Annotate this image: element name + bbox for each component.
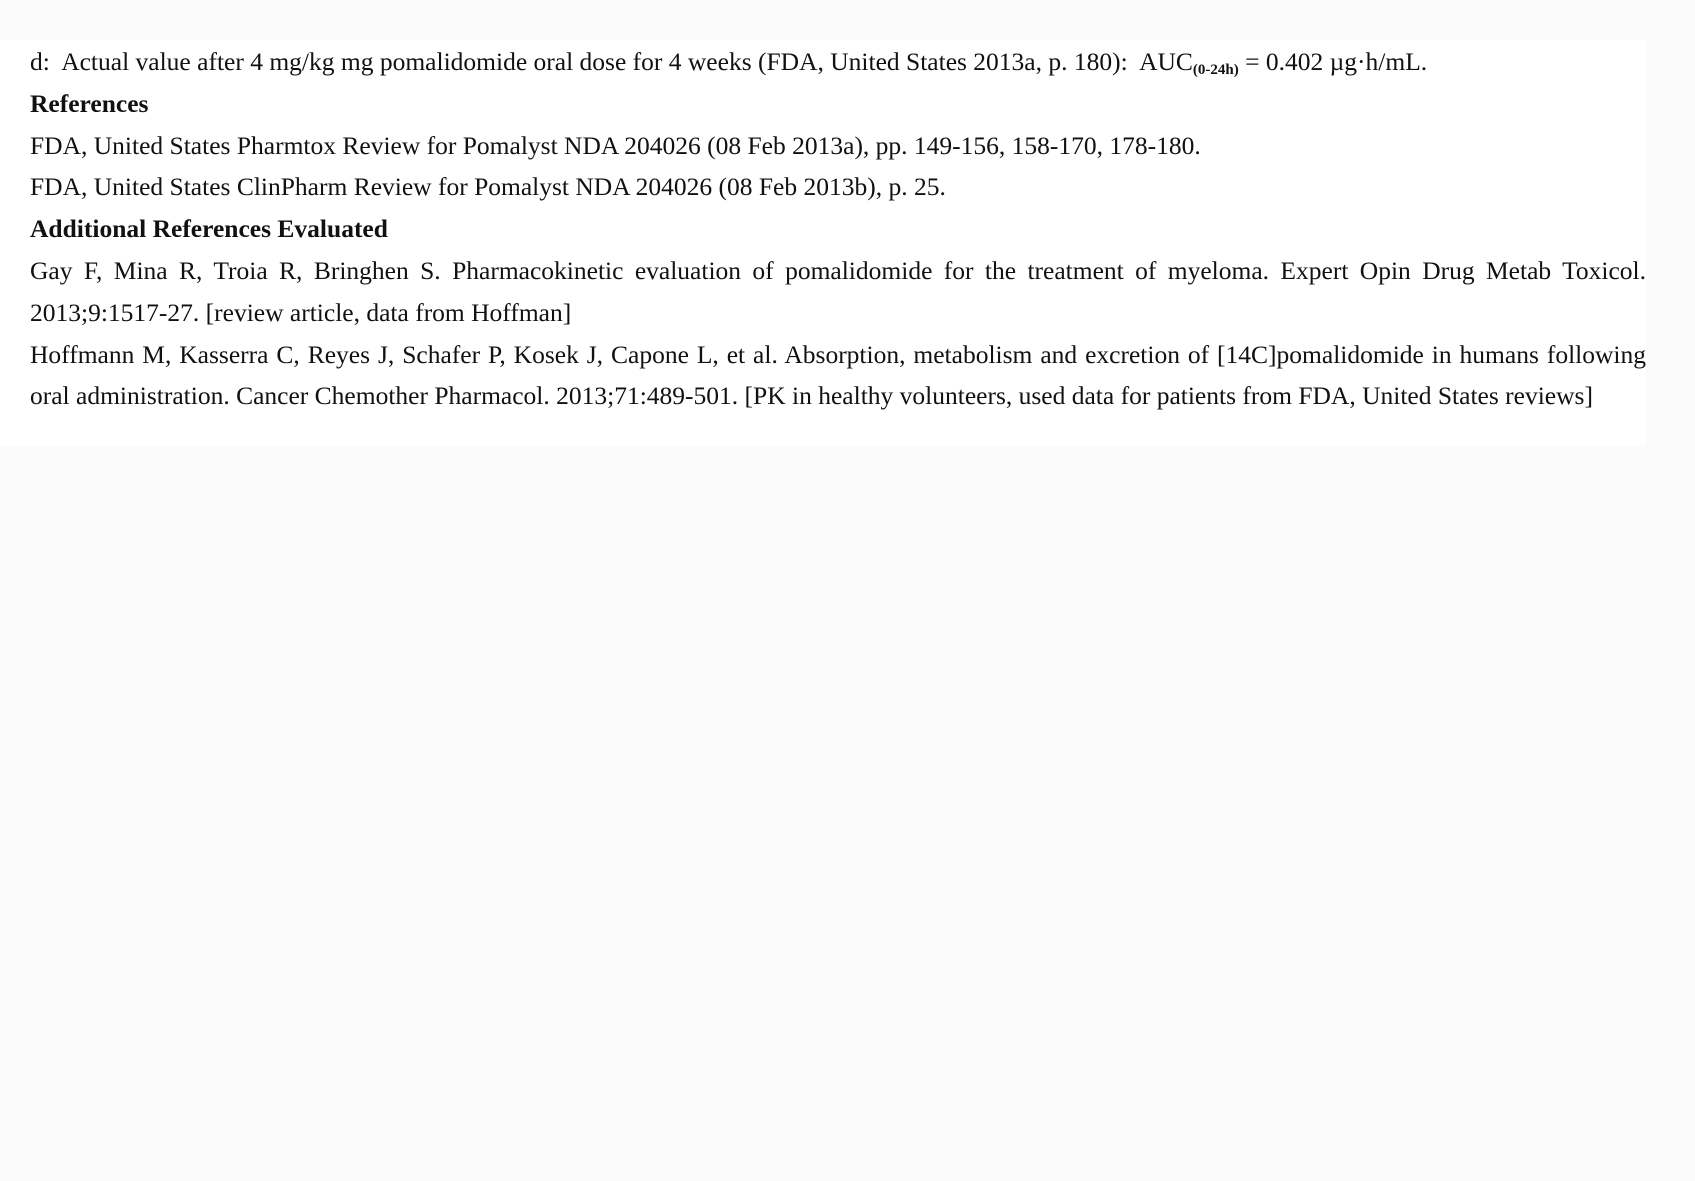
additional-reference-1-line-2: 2013;9:1517-27. [review article, data from Hoffman]	[30, 298, 572, 327]
footnote-d	[30, 47, 1427, 85]
additional-reference-2-line-2: oral administration. Cancer Chemother Pharmacol. 2013;71:489-501. [PK in healthy volunteers, used data for patients from FDA, United States reviews]	[30, 381, 1593, 410]
reference-item-1: FDA, United States Pharmtox Review for Pomalyst NDA 204026 (08 Feb 2013a), pp. 149-156, 158-170, 178-180.	[30, 131, 1201, 160]
additional-reference-2-line-1: Hoffmann M, Kasserra C, Reyes J, Schafer P, Kosek J, Capone L, et al. Absorption, metabolism and excretion of [14C]pomalidomide in humans following	[30, 340, 1646, 369]
additional-references-heading: Additional References Evaluated	[30, 214, 388, 243]
auc-subscript: (0-24h)	[1192, 62, 1239, 78]
reference-item-2: FDA, United States ClinPharm Review for Pomalyst NDA 204026 (08 Feb 2013b), p. 25.	[30, 172, 946, 201]
footnote-d-text: Actual value after 4 mg/kg mg pomalidomide oral dose for 4 weeks (FDA, United States 2013a, p. 180):	[61, 47, 1128, 76]
additional-reference-1-line-1: Gay F, Mina R, Troia R, Bringhen S. Pharmacokinetic evaluation of pomalidomide for the treatment of myeloma. Expert Opin Drug Metab Toxicol.	[30, 256, 1646, 285]
footnote-d-prefix: d:	[30, 47, 50, 76]
document-page	[0, 40, 1646, 445]
references-heading: References	[30, 89, 149, 118]
auc-label: AUC	[1139, 47, 1193, 76]
auc-value: = 0.402 µg·h/mL.	[1245, 47, 1428, 76]
